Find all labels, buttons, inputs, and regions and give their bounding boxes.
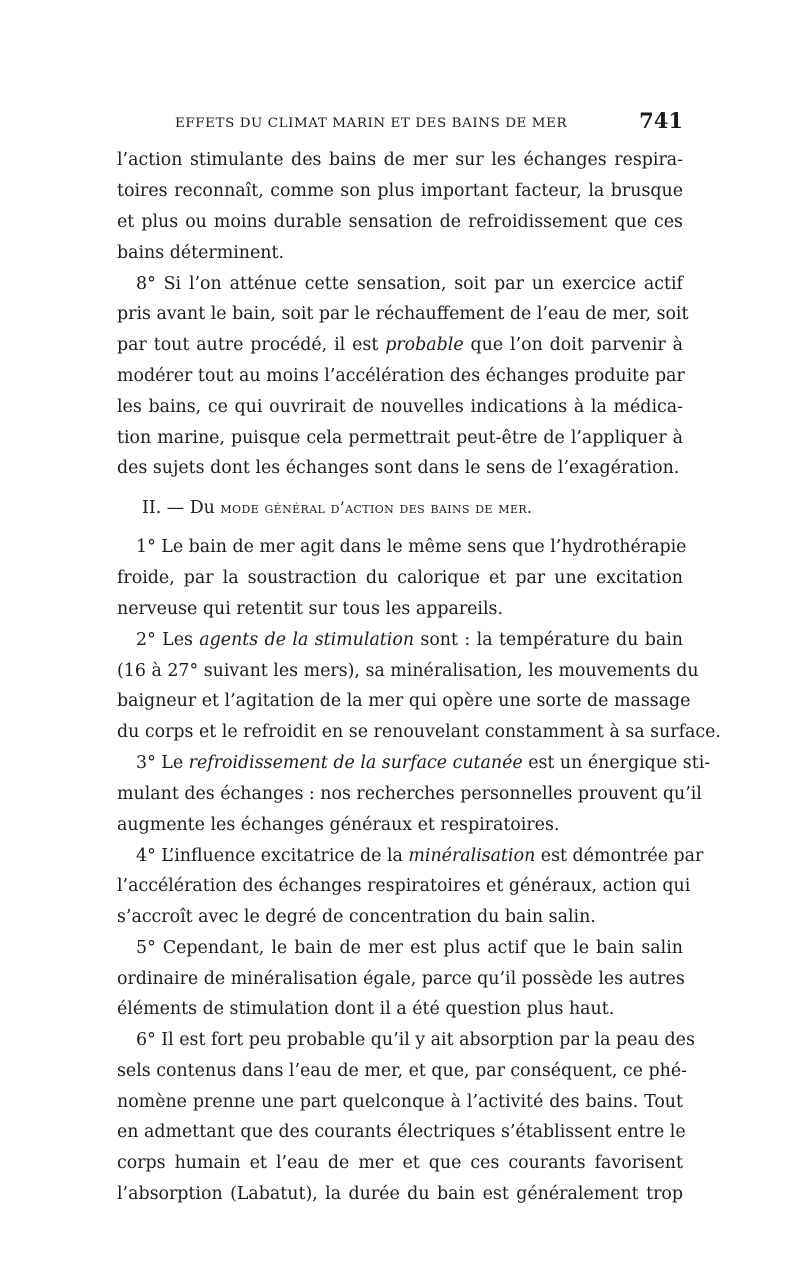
text-line: (16 à 27° suivant les mers), sa minéralisation, les mouvements du xyxy=(117,661,699,681)
emphasis: refroidissement de la surface cutanée xyxy=(188,753,523,773)
text-line: augmente les échanges généraux et respiratoires. xyxy=(117,815,560,835)
text-line: 2° Les agents de la stimulation sont : la température du bain xyxy=(136,630,683,650)
text-line: s’accroît avec le degré de concentration du bain salin. xyxy=(117,907,596,927)
text-line: et plus ou moins durable sensation de refroidissement que ces xyxy=(117,212,683,232)
running-head xyxy=(175,108,683,138)
text-line: 8° Si l’on atténue cette sensation, soit par un exercice actif xyxy=(136,274,683,294)
text-line: modérer tout au moins l’accélération des échanges produite par xyxy=(117,366,685,386)
text-line: 3° Le refroidissement de la surface cutanée est un énergique sti- xyxy=(136,753,711,773)
text-line: baigneur et l’agitation de la mer qui opère une sorte de massage xyxy=(117,691,691,711)
text-line: les bains, ce qui ouvrirait de nouvelles indications à la médica- xyxy=(117,397,683,417)
text-line: sels contenus dans l’eau de mer, et que, par conséquent, ce phé- xyxy=(117,1061,687,1081)
text-line: 6° Il est fort peu probable qu’il y ait absorption par la peau des xyxy=(136,1030,695,1050)
text-line: tion marine, puisque cela permettrait peut-être de l’appliquer à xyxy=(117,428,683,448)
emphasis: agents de la stimulation xyxy=(199,630,415,650)
text-line: toires reconnaît, comme son plus important facteur, la brusque xyxy=(117,181,683,201)
text-line: par tout autre procédé, il est probable que l’on doit parvenir à xyxy=(117,335,683,355)
text-line: l’accélération des échanges respiratoires et généraux, action qui xyxy=(117,876,691,896)
text-line: 4° L’influence excitatrice de la minéralisation est démontrée par xyxy=(136,846,704,866)
section-heading: II. — Du mode général d’action des bains de mer. xyxy=(142,498,533,518)
text-line: l’action stimulante des bains de mer sur les échanges respira- xyxy=(117,150,683,170)
text-line: éléments de stimulation dont il a été question plus haut. xyxy=(117,999,615,1019)
text-line: corps humain et l’eau de mer et que ces courants favorisent xyxy=(117,1153,683,1173)
text-line: 5° Cependant, le bain de mer est plus actif que le bain salin xyxy=(136,938,683,958)
text-line: en admettant que des courants électriques s’établissent entre le xyxy=(117,1122,686,1142)
emphasis: minéralisation xyxy=(408,846,536,866)
text-line: l’absorption (Labatut), la durée du bain est généralement trop xyxy=(117,1184,683,1204)
text-line: ordinaire de minéralisation égale, parce qu’il possède les autres xyxy=(117,969,685,989)
text-line: des sujets dont les échanges sont dans le sens de l’exagération. xyxy=(117,458,680,478)
text-line: mulant des échanges : nos recherches personnelles prouvent qu’il xyxy=(117,784,702,804)
text-line: 1° Le bain de mer agit dans le même sens que l’hydrothérapie xyxy=(136,537,687,557)
text-line: du corps et le refroidit en se renouvelant constamment à sa surface. xyxy=(117,722,721,742)
text-line: pris avant le bain, soit par le réchauffement de l’eau de mer, soit xyxy=(117,304,689,324)
running-title: EFFETS DU CLIMAT MARIN ET DES BAINS DE MER xyxy=(175,116,568,131)
text-line: froide, par la soustraction du calorique et par une excitation xyxy=(117,568,683,588)
emphasis: probable xyxy=(385,335,464,355)
text-line: bains déterminent. xyxy=(117,243,284,263)
text-line: nomène prenne une part quelconque à l’activité des bains. Tout xyxy=(117,1092,683,1112)
text-line: nerveuse qui retentit sur tous les appareils. xyxy=(117,599,504,619)
page-number: 741 xyxy=(639,108,683,133)
